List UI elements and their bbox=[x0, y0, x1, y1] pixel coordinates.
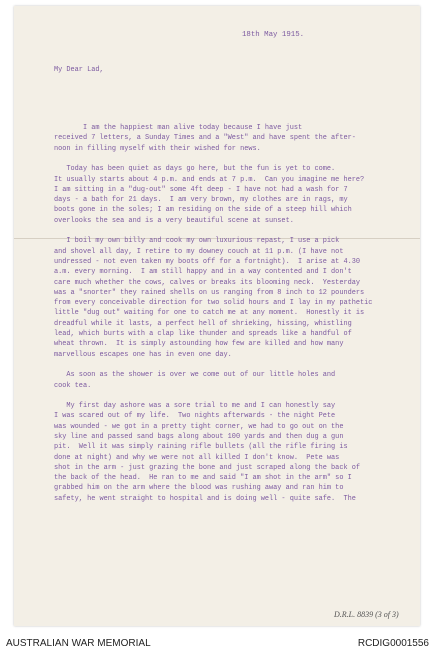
letter-line: received 7 letters, a Sunday Times and a "West" and have spent the after- bbox=[54, 134, 356, 143]
letter-line bbox=[54, 391, 414, 401]
letter-body bbox=[54, 44, 414, 525]
footer-bar bbox=[0, 633, 435, 653]
letter-line: noon in filling myself with their wished for news. bbox=[54, 144, 261, 153]
letter-line: was wounded - we got in a pretty tight corner, we had to go out on the bbox=[54, 422, 344, 431]
letter-line: little "dug out" waiting for one to catch me at any moment. Honestly it is bbox=[54, 309, 365, 318]
salutation: My Dear Lad, bbox=[54, 65, 104, 74]
letter-line: was a "snorter" they rained shells on us ranging from 8 inch to 12 pounders bbox=[54, 288, 365, 297]
letter-line: safety, he went straight to hospital and is doing well - quite safe. The bbox=[54, 494, 356, 503]
letter-line: I am sitting in a "dug-out" some 4ft deep - I have not had a wash for 7 bbox=[54, 185, 348, 194]
letter-line: wheat thrown. It is simply astounding how few are killed and how many bbox=[54, 340, 344, 349]
letter-line bbox=[54, 154, 414, 164]
letter-line: marvellous escapes one has in even one day. bbox=[54, 350, 232, 359]
letter-line: the back of the head. He ran to me and said "I am shot in the arm" so I bbox=[54, 474, 352, 483]
letter-line: pit. Well it was simply raining rifle bullets (all the rifle firing is bbox=[54, 443, 348, 452]
institution-name: AUSTRALIAN WAR MEMORIAL bbox=[6, 637, 151, 649]
letter-line: care much whether the cows, calves or breaks its blooming neck. Yesterday bbox=[54, 278, 360, 287]
letter-line bbox=[54, 226, 414, 236]
letter-line: My first day ashore was a sore trial to me and I can honestly say bbox=[54, 402, 336, 411]
letter-line: days - a bath for 21 days. I am very brown, my clothes are in rags, my bbox=[54, 196, 348, 205]
letter-line: It usually starts about 4 p.m. and ends at 7 p.m. Can you imagine me here? bbox=[54, 175, 365, 184]
letter-line: dreadful while it lasts, a perfect hell of shrieking, hissing, whistling bbox=[54, 319, 352, 328]
letter-line: a.m. every morning. I am still happy and in a way contented and I don't bbox=[54, 268, 352, 277]
letter-line: undressed - not even taken my boots off for a fortnight). I arise at 4.30 bbox=[54, 257, 360, 266]
letter-line: cook tea. bbox=[54, 381, 92, 390]
archive-reference: D.R.L. 8839 (3 of 3) bbox=[334, 610, 399, 619]
letter-line: lead, which burts with a clap like thunder and spreads like a handful of bbox=[54, 330, 352, 339]
letter-line: shot in the arm - just grazing the bone and just scraped along the back of bbox=[54, 463, 360, 472]
letter-date: 18th May 1915. bbox=[242, 31, 305, 39]
letter-line: grabbed him on the arm where the blood was rushing away and ran him to bbox=[54, 484, 344, 493]
letter-line: As soon as the shower is over we come out of our little holes and bbox=[54, 371, 336, 380]
letter-line: from every conceivable direction for two solid hours and I lay in my pathetic bbox=[54, 299, 373, 308]
letter-line bbox=[54, 360, 414, 370]
letter-line: overlooks the sea and is a very beautiful scene at sunset. bbox=[54, 216, 294, 225]
letter-line: done at night) and why we were not all killed I don't know. Pete was bbox=[54, 453, 340, 462]
letter-line: I am the happiest man alive today because I have just bbox=[54, 124, 303, 133]
letter-lines bbox=[54, 123, 414, 504]
letter-line: sky line and passed sand bags along about 100 yards and then dug a gun bbox=[54, 432, 344, 441]
letter-line: I boil my own billy and cook my own luxurious repast, I use a pick bbox=[54, 237, 340, 246]
letter-page bbox=[14, 6, 420, 626]
letter-line: I was scared out of my life. Two nights afterwards - the night Pete bbox=[54, 412, 336, 421]
item-id: RCDIG0001556 bbox=[357, 637, 429, 649]
letter-line: and shovel all day, I retire to my downey couch at 11 p.m. (I have not bbox=[54, 247, 344, 256]
letter-line: boots gone in the soles; I am residing on the side of a steep hill which bbox=[54, 206, 352, 215]
letter-line: Today has been quiet as days go here, but the fun is yet to come. bbox=[54, 165, 336, 174]
